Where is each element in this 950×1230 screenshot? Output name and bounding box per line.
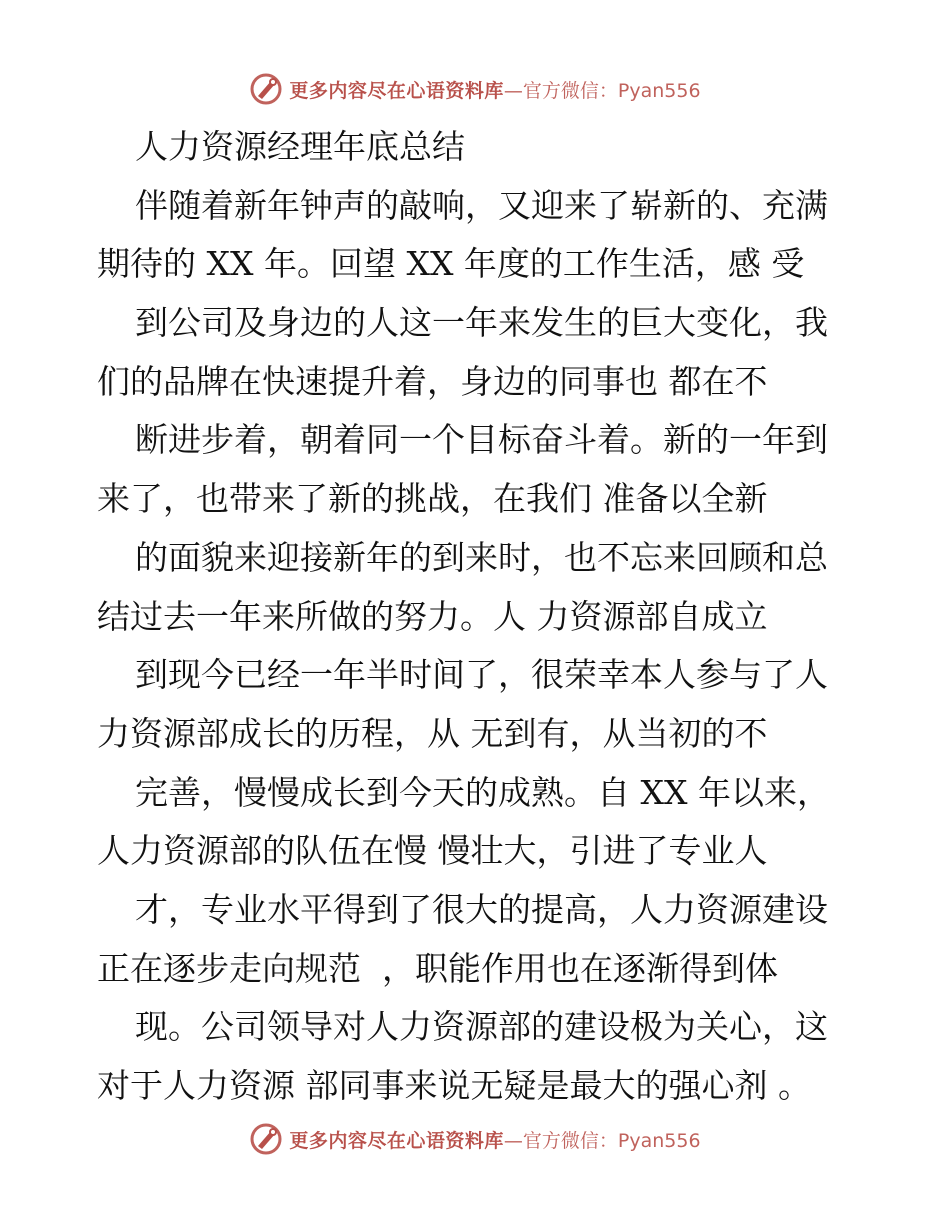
text-line: 现。公司领导对人力资源部的建设极为关心，这 (135, 1007, 828, 1047)
text-line: 完善，慢慢成长到今天的成熟。自 XX 年以来， (135, 772, 830, 812)
text-line: 对于人力资源 部同事来说无疑是最大的强心剂 。 (97, 1066, 811, 1105)
text-line: 期待的 XX 年。回望 XX 年度的工作生活，感 受 (97, 244, 805, 284)
text-line: 伴随着新年钟声的敲响，又迎来了崭新的、充满 (135, 185, 828, 225)
text-line: 来了，也带来了新的挑战，在我们 准备以全新 (97, 479, 768, 519)
document-body (97, 118, 857, 1116)
text-line: 正在逐步走向规范 ，职能作用也在逐渐得到体 (97, 948, 778, 988)
banner-prefix-text: 更多内容尽在心语资料库 (289, 79, 504, 102)
brand-logo-icon (249, 72, 283, 106)
banner-suffix-text: —官方微信：Pyan556 (503, 79, 701, 102)
header-banner (0, 72, 950, 106)
text-line: 到现今已经一年半时间了，很荣幸本人参与了人 (135, 655, 828, 695)
brand-logo-icon (249, 1122, 283, 1156)
text-line: 才，专业水平得到了很大的提高，人力资源建设 (135, 889, 828, 929)
document-title: 人力资源经理年底总结 (135, 127, 465, 166)
text-line: 断进步着，朝着同一个目标奋斗着。新的一年到 (135, 420, 828, 460)
text-line: 力资源部成长的历程，从 无到有，从当初的不 (97, 713, 768, 753)
banner-prefix-text: 更多内容尽在心语资料库 (289, 1129, 504, 1152)
text-line: 结过去一年来所做的努力。人 力资源部自成立 (97, 596, 768, 636)
text-line: 的面貌来迎接新年的到来时，也不忘来回顾和总 (135, 537, 828, 577)
banner-suffix-text: —官方微信：Pyan556 (503, 1129, 701, 1152)
footer-banner (0, 1122, 950, 1156)
text-line: 们的品牌在快速提升着，身边的同事也 都在不 (97, 361, 768, 401)
text-line: 人力资源部的队伍在慢 慢壮大，引进了专业人 (97, 831, 768, 871)
text-line: 到公司及身边的人这一年来发生的巨大变化，我 (135, 303, 828, 343)
